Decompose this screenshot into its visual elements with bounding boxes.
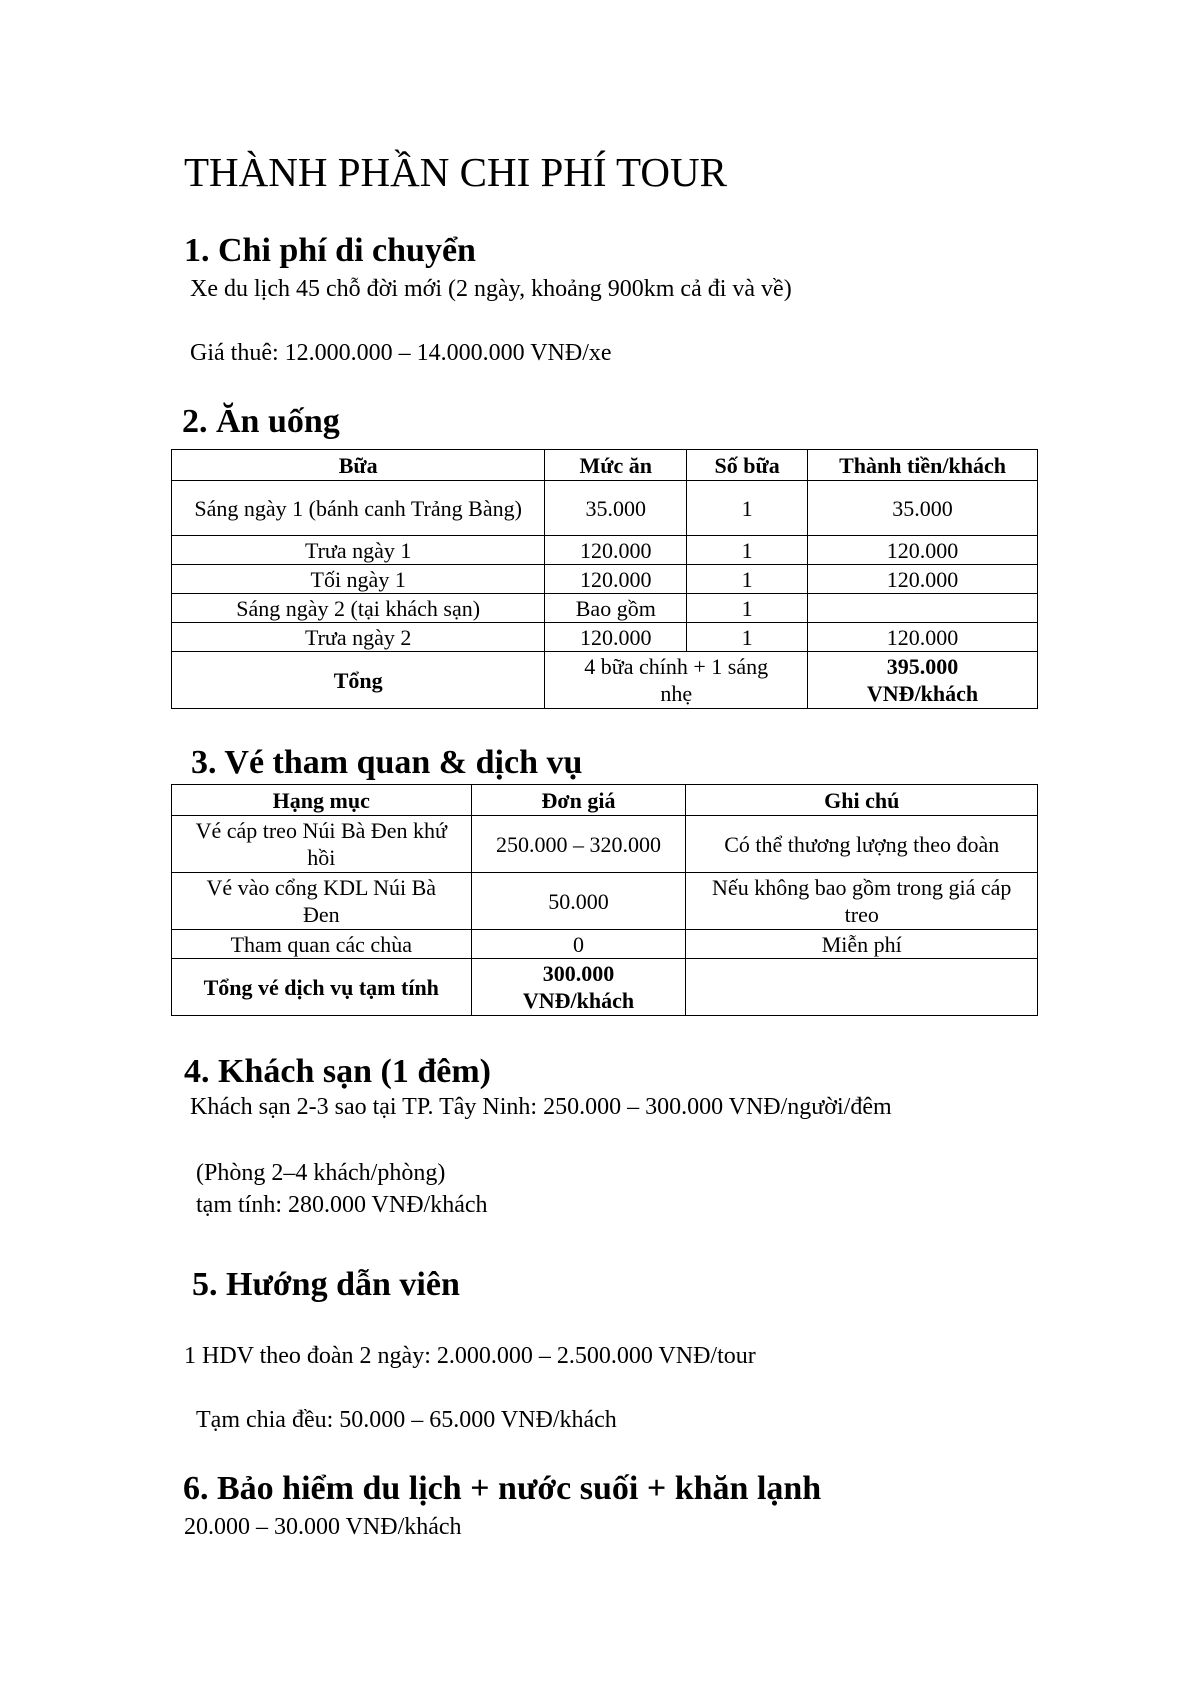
section-2-heading: 2. Ăn uống (182, 403, 340, 440)
header-cell: Hạng mục (172, 785, 472, 816)
meal-name-cell: Tối ngày 1 (172, 565, 545, 594)
meal-total-cell: 120.000 (808, 536, 1038, 565)
meal-name-cell: Trưa ngày 2 (172, 623, 545, 652)
total-desc-cell: 4 bữa chính + 1 sáng nhẹ (545, 652, 808, 709)
meal-count-cell: 1 (687, 536, 808, 565)
s5-split-text: Tạm chia đều: 50.000 – 65.000 VNĐ/khách (196, 1407, 617, 1433)
table-row (172, 873, 1038, 930)
item-note-cell: Miễn phí (686, 930, 1038, 959)
s4-hotel-text: Khách sạn 2-3 sao tại TP. Tây Ninh: 250.000 – 300.000 VNĐ/người/đêm (190, 1094, 892, 1120)
meals-table (171, 449, 1038, 709)
s1-vehicle-text: Xe du lịch 45 chỗ đời mới (2 ngày, khoảng 900km cả đi và về) (190, 276, 792, 302)
header-cell: Thành tiền/khách (808, 450, 1038, 481)
section-6-heading: 6. Bảo hiểm du lịch + nước suối + khăn lạnh (183, 1470, 822, 1507)
section-4-heading: 4. Khách sạn (1 đêm) (184, 1053, 491, 1090)
section-3-heading: 3. Vé tham quan & dịch vụ (191, 744, 583, 781)
table-row (172, 536, 1038, 565)
table-total-row (172, 652, 1038, 709)
meal-total-cell: 120.000 (808, 565, 1038, 594)
item-price-cell: 50.000 (471, 873, 686, 930)
header-cell: Đơn giá (471, 785, 686, 816)
s5-guide-text: 1 HDV theo đoàn 2 ngày: 2.000.000 – 2.500.000 VNĐ/tour (184, 1343, 756, 1369)
s4-estimate-text: tạm tính: 280.000 VNĐ/khách (196, 1192, 488, 1218)
header-cell: Mức ăn (545, 450, 687, 481)
meal-price-cell: 120.000 (545, 623, 687, 652)
item-price-cell: 250.000 – 320.000 (471, 816, 686, 873)
meal-count-cell: 1 (687, 565, 808, 594)
item-note-cell: Nếu không bao gồm trong giá cáp treo (686, 873, 1038, 930)
meal-price-cell: Bao gồm (545, 594, 687, 623)
s1-rental-price-text: Giá thuê: 12.000.000 – 14.000.000 VNĐ/xe (190, 340, 612, 366)
item-name-cell: Tham quan các chùa (172, 930, 472, 959)
tickets-table (171, 784, 1038, 1016)
total-value-cell: 300.000 VNĐ/khách (471, 959, 686, 1016)
meal-price-cell: 120.000 (545, 565, 687, 594)
total-label-cell: Tổng vé dịch vụ tạm tính (172, 959, 472, 1016)
total-note-cell (686, 959, 1038, 1016)
table-row (172, 930, 1038, 959)
total-label-cell: Tổng (172, 652, 545, 709)
meal-price-cell: 120.000 (545, 536, 687, 565)
total-value-cell: 395.000 VNĐ/khách (808, 652, 1038, 709)
table-row (172, 816, 1038, 873)
meal-total-cell (808, 594, 1038, 623)
table-row (172, 565, 1038, 594)
table-total-row (172, 959, 1038, 1016)
item-name-cell: Vé cáp treo Núi Bà Đen khứ hồi (172, 816, 472, 873)
section-5-heading: 5. Hướng dẫn viên (192, 1266, 460, 1303)
meal-count-cell: 1 (687, 481, 808, 536)
header-cell: Số bữa (687, 450, 808, 481)
s4-room-text: (Phòng 2–4 khách/phòng) (196, 1160, 446, 1186)
header-cell: Bữa (172, 450, 545, 481)
s6-price-text: 20.000 – 30.000 VNĐ/khách (184, 1514, 462, 1540)
table-row (172, 594, 1038, 623)
meal-count-cell: 1 (687, 623, 808, 652)
table-row (172, 481, 1038, 536)
item-note-cell: Có thể thương lượng theo đoàn (686, 816, 1038, 873)
meal-name-cell: Sáng ngày 2 (tại khách sạn) (172, 594, 545, 623)
meal-name-cell: Trưa ngày 1 (172, 536, 545, 565)
meal-total-cell: 120.000 (808, 623, 1038, 652)
section-1-heading: 1. Chi phí di chuyển (184, 232, 476, 269)
meal-price-cell: 35.000 (545, 481, 687, 536)
page-title: THÀNH PHẦN CHI PHÍ TOUR (184, 149, 727, 195)
header-cell: Ghi chú (686, 785, 1038, 816)
item-price-cell: 0 (471, 930, 686, 959)
table-row (172, 623, 1038, 652)
meal-count-cell: 1 (687, 594, 808, 623)
table-header-row (172, 450, 1038, 481)
meal-total-cell: 35.000 (808, 481, 1038, 536)
item-name-cell: Vé vào cổng KDL Núi Bà Đen (172, 873, 472, 930)
meal-name-cell: Sáng ngày 1 (bánh canh Trảng Bàng) (172, 481, 545, 536)
table-header-row (172, 785, 1038, 816)
